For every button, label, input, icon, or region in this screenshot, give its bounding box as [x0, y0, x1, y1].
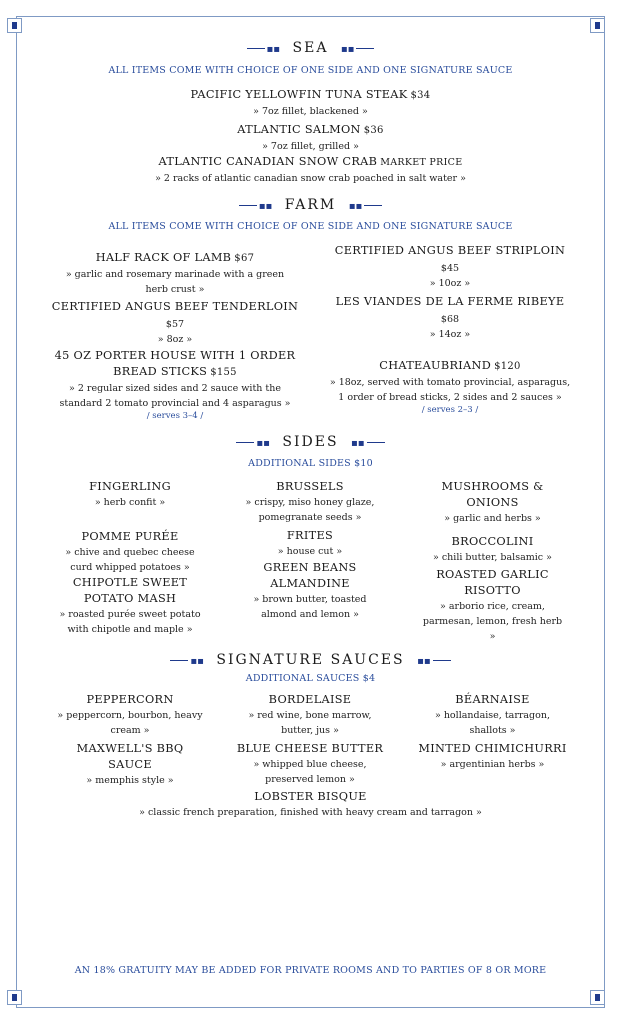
sauces-note: ADDITIONAL SAUCES $4 — [245, 673, 376, 684]
sauce-item: MINTED CHIMICHURRI » argentinian herbs » — [418, 742, 567, 770]
sauces-section-title: ▪▪ SIGNATURE SAUCES ▪▪ — [0, 652, 621, 668]
gratuity-notice: AN 18% GRATUITY MAY BE ADDED FOR PRIVATE ROOMS AND TO PARTIES OF 8 OR MORE — [74, 965, 547, 976]
side-item: CHIPOTLE SWEET POTATO MASH » roasted purée sweet potato with chipotle and maple » — [59, 576, 201, 635]
farm-note: ALL ITEMS COME WITH CHOICE OF ONE SIDE AND ONE SIGNATURE SAUCE — [108, 221, 513, 232]
side-item: BRUSSELS » crispy, miso honey glaze, pomegranate seeds » — [245, 480, 375, 523]
menu-item: CHATEAUBRIAND $120 » 18oz, served with tomato provincial, asparagus, 1 order of bread sticks, 2 sides and 2 sauces » / serves 2–3 / — [329, 359, 571, 415]
sauce-item: BLUE CHEESE BUTTER » whipped blue cheese, preserved lemon » — [236, 742, 384, 785]
corner-ornament-icon — [590, 990, 605, 1005]
sauce-item: BORDELAISE » red wine, bone marrow, butter, jus » — [248, 693, 372, 736]
menu-item: ATLANTIC SALMON $36 » 7oz fillet, grilled » — [237, 123, 384, 152]
sides-note: ADDITIONAL SIDES $10 — [248, 458, 373, 469]
menu-item: CERTIFIED ANGUS BEEF STRIPLOIN $45 » 10oz » — [334, 244, 566, 289]
menu-item: 45 OZ PORTER HOUSE WITH 1 ORDER BREAD STICKS $155 » 2 regular sized sides and 2 sauce with the standard 2 tomato provincial and 4 asparagus » / serves 3–4 / — [54, 349, 296, 421]
sauce-item: MAXWELL'S BBQ SAUCE » memphis style » — [76, 742, 184, 786]
menu-item: PACIFIC YELLOWFIN TUNA STEAK $34 » 7oz fillet, blackened » — [190, 88, 431, 117]
menu-item: ATLANTIC CANADIAN SNOW CRAB MARKET PRICE » 2 racks of atlantic canadian snow crab poached in salt water » — [155, 155, 466, 184]
side-item: FINGERLING » herb confit » — [89, 480, 171, 508]
corner-ornament-icon — [7, 18, 22, 33]
side-item: GREEN BEANS ALMANDINE » brown butter, toasted almond and lemon » — [253, 561, 367, 620]
sauce-item: PEPPERCORN » peppercorn, bourbon, heavy cream » — [57, 693, 203, 736]
side-item: BROCCOLINI » chili butter, balsamic » — [433, 535, 552, 563]
farm-section-title: ▪▪ FARM ▪▪ — [0, 197, 621, 213]
sauce-item: BÉARNAISE » hollandaise, tarragon, shallots » — [434, 693, 551, 736]
side-item: MUSHROOMS & ONIONS » garlic and herbs » — [441, 480, 544, 524]
menu-item: CERTIFIED ANGUS BEEF TENDERLOIN $57 » 8oz » — [51, 300, 299, 345]
corner-ornament-icon — [590, 18, 605, 33]
menu-item: HALF RACK OF LAMB $67 » garlic and rosemary marinade with a green herb crust » — [65, 251, 285, 295]
sides-section-title: ▪▪ SIDES ▪▪ — [0, 434, 621, 450]
sea-section-title: ▪▪ SEA ▪▪ — [0, 40, 621, 56]
corner-ornament-icon — [7, 990, 22, 1005]
sauce-item: LOBSTER BISQUE » classic french preparation, finished with heavy cream and tarragon » — [139, 790, 482, 818]
side-item: POMME PURÉE » chive and quebec cheese curd whipped potatoes » — [65, 530, 195, 573]
sea-note: ALL ITEMS COME WITH CHOICE OF ONE SIDE AND ONE SIGNATURE SAUCE — [108, 65, 513, 76]
menu-item: LES VIANDES DE LA FERME RIBEYE $68 » 14oz » — [335, 295, 565, 340]
side-item: FRITES » house cut » — [277, 529, 343, 557]
side-item: ROASTED GARLIC RISOTTO » arborio rice, cream, parmesan, lemon, fresh herb » — [422, 568, 563, 642]
